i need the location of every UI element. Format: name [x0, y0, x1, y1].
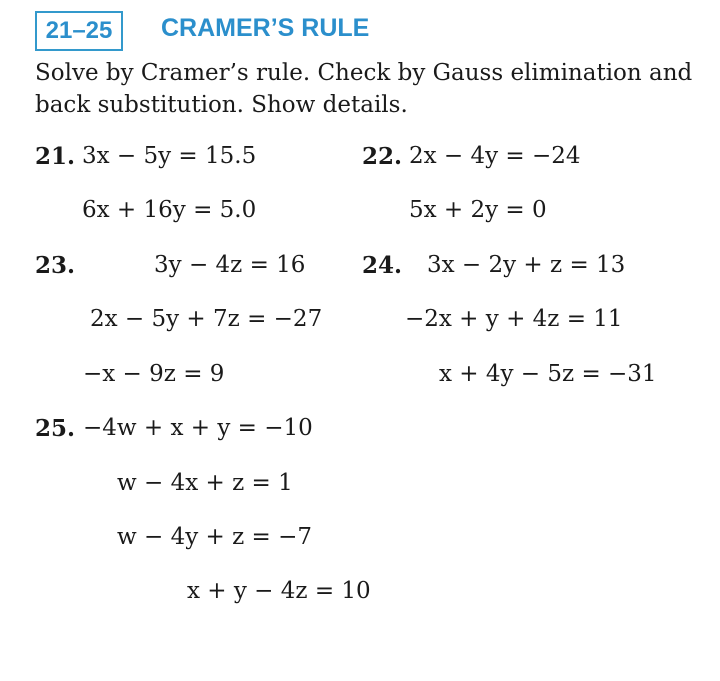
problem-22-number: 22. — [362, 143, 403, 170]
problem-21-equation-1: 3x − 5y = 15.5 — [82, 143, 257, 169]
problem-21-number: 21. — [35, 143, 76, 170]
section-title: CRAMER’S RULE — [161, 14, 370, 42]
problem-25-number: 25. — [35, 415, 76, 442]
problem-23-number: 23. — [35, 252, 76, 279]
problem-24-equation-1: 3x − 2y + z = 13 — [427, 252, 626, 278]
problem-25-equation-3: w − 4y + z = −7 — [117, 524, 313, 550]
problem-24-equation-3: x + 4y − 5z = −31 — [439, 361, 657, 387]
problem-25-equation-4: x + y − 4z = 10 — [187, 578, 371, 604]
problem-23-equation-3: −x − 9z = 9 — [83, 361, 225, 387]
problem-24-equation-2: −2x + y + 4z = 11 — [405, 306, 623, 332]
problem-22-equation-1: 2x − 4y = −24 — [409, 143, 581, 169]
problem-23-equation-1: 3y − 4z = 16 — [154, 252, 306, 278]
problem-24-number: 24. — [362, 252, 403, 279]
instructions-line-2: back substitution. Show details. — [35, 92, 408, 118]
section-range-badge: 21–25 — [35, 11, 123, 51]
problem-25-equation-1: −4w + x + y = −10 — [83, 415, 313, 441]
problem-25-equation-2: w − 4x + z = 1 — [117, 470, 293, 496]
instructions-line-1: Solve by Cramer’s rule. Check by Gauss elimination and — [35, 60, 693, 86]
problem-23-equation-2: 2x − 5y + 7z = −27 — [90, 306, 323, 332]
problem-21-equation-2: 6x + 16y = 5.0 — [82, 197, 257, 223]
problem-22-equation-2: 5x + 2y = 0 — [409, 197, 547, 223]
